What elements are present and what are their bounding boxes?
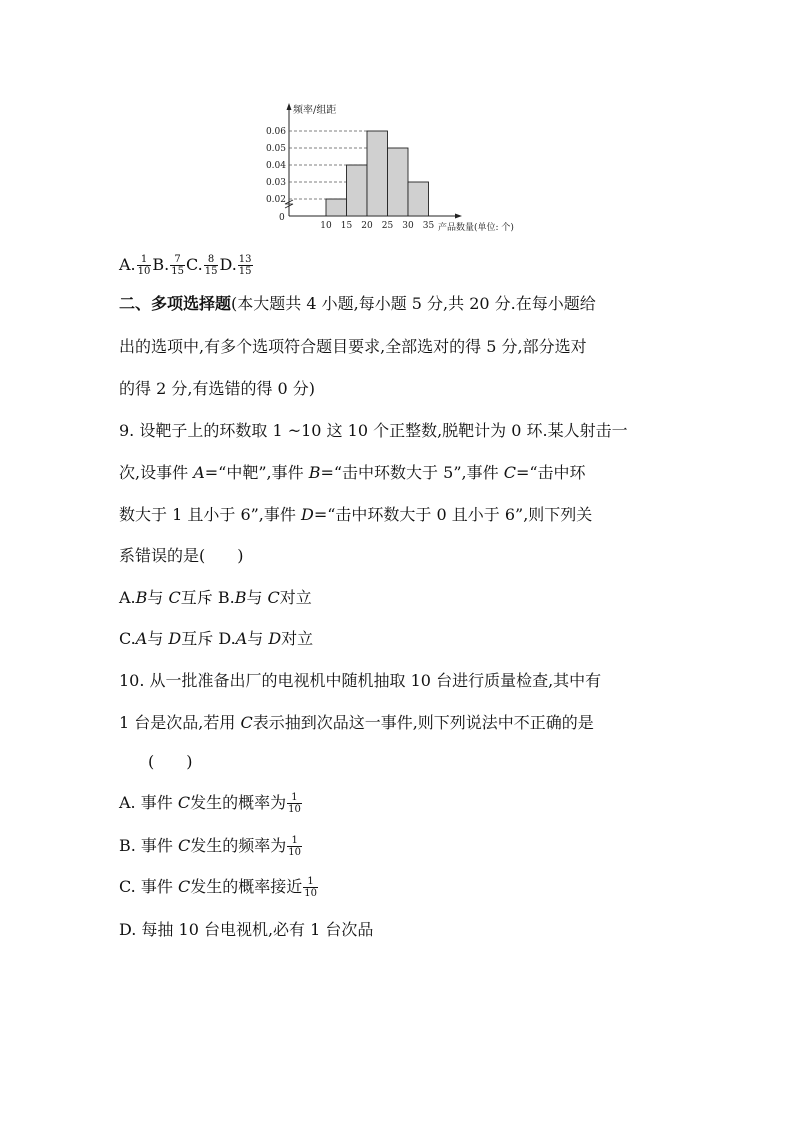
x-tick-label: 35 [422, 221, 435, 231]
option-c-fraction: $\frac{8}{15}$ [204, 254, 218, 277]
section2-instructions-3: 的得 2 分,有选错的得 0 分) [119, 379, 316, 398]
option-b-label: B. [152, 255, 170, 274]
y-axis-label: 频率/组距 [293, 105, 337, 116]
x-tick-label: 30 [402, 221, 414, 231]
x-tick-label: 15 [340, 221, 353, 231]
option-a-label: A. [119, 255, 136, 274]
option-a-fraction: $\frac{1}{10}$ [137, 254, 151, 277]
section2-header [119, 294, 596, 314]
y-axis-arrow [287, 103, 292, 110]
option-c-label: C. [185, 255, 203, 274]
option-b-fraction: $\frac{7}{15}$ [171, 254, 184, 277]
q9-line-3: 数大于 1 且小于 6”,事件 D=“击中环数大于 0 且小于 6”,则下列关 [119, 505, 593, 524]
frequency-histogram [262, 100, 542, 235]
option-d-fraction: $\frac{13}{15}$ [238, 254, 252, 277]
q10-line-1: 10. 从一批准备出厂的电视机中随机抽取 10 台进行质量检查,其中有 [119, 671, 602, 690]
q10-option-c: C. 事件 C发生的概率接近 $\frac{1}{10}$ [119, 876, 317, 899]
x-tick-label: 10 [320, 221, 332, 231]
histogram-bar [408, 182, 429, 216]
x-axis-label: 产品数量(单位: 个) [438, 223, 514, 233]
histogram-bar [367, 131, 388, 216]
q10-option-c-fraction: $\frac{1}{10}$ [304, 876, 317, 899]
q10-line-2: 1 台是次品,若用 C表示抽到次品这一事件,则下列说法中不正确的是 [119, 713, 594, 732]
q9-line-4: 系错误的是( ) [119, 546, 244, 565]
q9-options-ab: A.B与 C互斥 B.B与 C对立 [119, 588, 312, 607]
q9-line-1: 9. 设靶子上的环数取 1 ~10 这 10 个正整数,脱靶计为 0 环.某人射击一 [119, 421, 628, 440]
y-tick-label: 0.06 [265, 127, 286, 137]
q10-option-d: D. 每抽 10 台电视机,必有 1 台次品 [119, 920, 374, 939]
q10-option-b: B. 事件 C发生的频率为 $\frac{1}{10}$ [119, 835, 302, 858]
histogram-bar [347, 165, 368, 216]
histogram-bar [326, 199, 347, 216]
q10-option-a-fraction: $\frac{1}{10}$ [288, 792, 301, 815]
q8-options [119, 254, 254, 277]
histogram-bar [388, 148, 409, 216]
y-tick-label: 0.03 [265, 178, 286, 188]
section2-title: 二、多项选择题 [119, 294, 232, 313]
q10-answer-bracket: ( ) [148, 752, 193, 771]
option-d-label: D. [219, 255, 237, 274]
section2-instructions-1: (本大题共 4 小题,每小题 5 分,共 20 分.在每小题给 [231, 294, 596, 313]
origin-label: 0 [279, 213, 285, 223]
q10-option-b-fraction: $\frac{1}{10}$ [288, 835, 302, 858]
y-tick-label: 0.04 [265, 161, 286, 171]
section2-instructions-2: 出的选项中,有多个选项符合题目要求,全部选对的得 5 分,部分选对 [119, 337, 587, 356]
q9-line-2: 次,设事件 A=“中靶”,事件 B=“击中环数大于 5”,事件 C=“击中环 [119, 463, 586, 482]
y-tick-label: 0.02 [265, 195, 286, 205]
q9-options-cd: C.A与 D互斥 D.A与 D对立 [119, 629, 314, 648]
x-axis-arrow [455, 214, 462, 219]
x-tick-label: 20 [361, 221, 373, 231]
y-tick-label: 0.05 [265, 144, 286, 154]
q10-option-a: A. 事件 C发生的概率为 $\frac{1}{10}$ [119, 792, 301, 815]
x-tick-label: 25 [381, 221, 394, 231]
